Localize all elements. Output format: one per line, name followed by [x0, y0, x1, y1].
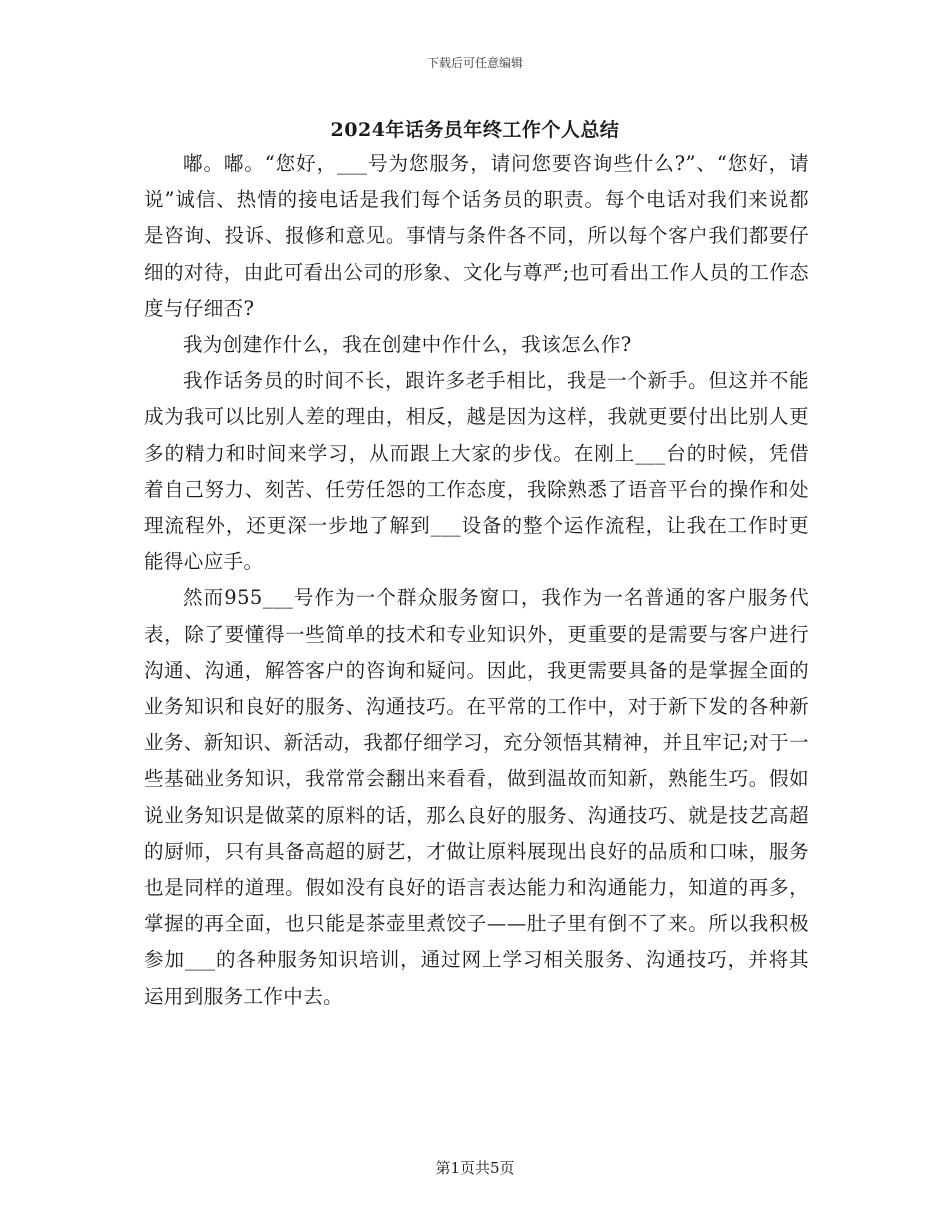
paragraph: 我为创建作什么，我在创建中作什么，我该怎么作?: [183, 333, 632, 357]
paragraph: 嘟。嘟。“您好，___号为您服务，请问您要咨询些什么?”、“您好，请说”诚信、热情的接电话是我们每个话务员的职责。每个电话对我们来说都是咨询、投诉、报修和意见。事情与条件各不同，所以每个客户我们都要仔细的对待，由此可看出公司的形象、文化与尊严;也可看出工作人员的工作态度与仔细否?: [144, 152, 809, 320]
paragraph: 然而955___号作为一个群众服务窗口，我作为一名普通的客户服务代表，除了要懂得一些简单的技术和专业知识外，更重要的是需要与客户进行沟通、沟通，解答客户的咨询和疑问。因此，我更需要具备的是掌握全面的业务知识和良好的服务、沟通技巧。在平常的工作中，对于新下发的各种新业务、新知识、新活动，我都仔细学习，充分领悟其精神，并且牢记;对于一些基础业务知识，我常常会翻出来看看，做到温故而知新，熟能生巧。假如说业务知识是做菜的原料的话，那么良好的服务、沟通技巧、就是技艺高超的厨师，只有具备高超的厨艺，才做让原料展现出良好的品质和口味，服务也是同样的道理。假如没有良好的语言表达能力和沟通能力，知道的再多，掌握的再全面，也只能是茶壶里煮饺子——肚子里有倒不了来。所以我积极参加___的各种服务知识培训，通过网上学习相关服务、沟通技巧，并将其运用到服务工作中去。: [144, 586, 809, 1008]
paragraph: 我作话务员的时间不长，跟许多老手相比，我是一个新手。但这并不能成为我可以比别人差的理由，相反，越是因为这样，我就更要付出比别人更多的精力和时间来学习，从而跟上大家的步伐。在刚上___台的时候，凭借着自己努力、刻苦、任劳任怨的工作态度，我除熟悉了语音平台的操作和处理流程外，还更深一步地了解到___设备的整个运作流程，让我在工作时更能得心应手。: [144, 369, 809, 574]
document-title: 2024年话务员年终工作个人总结: [330, 119, 620, 141]
page-header-note: 下载后可任意编辑: [426, 56, 523, 70]
document-body: [144, 146, 809, 1015]
page-number: 第1页共5页: [435, 1159, 515, 1177]
